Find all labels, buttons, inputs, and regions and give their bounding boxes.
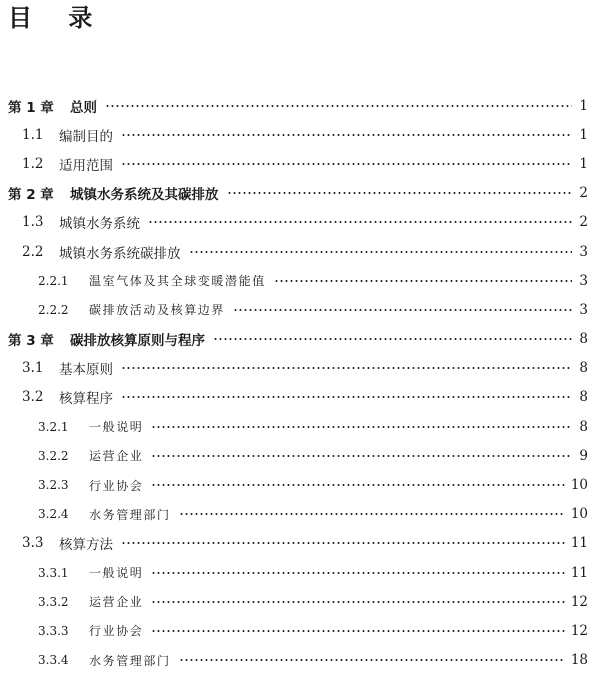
toc-entry[interactable] (0, 383, 600, 412)
toc-entry-title: 城镇水务系统及其碳排放 (70, 187, 219, 204)
toc-entry-number: 第 1 章 (8, 99, 54, 116)
toc-entry[interactable] (0, 149, 600, 178)
toc-entry-title: 编制目的 (59, 128, 113, 145)
toc-entry[interactable] (0, 295, 600, 324)
toc-entry[interactable] (0, 91, 600, 120)
toc-entry-title: 碳排放活动及核算边界 (89, 303, 226, 318)
dot-leader (151, 601, 564, 603)
dot-leader (179, 513, 565, 515)
toc-entry-number: 2.2.1 (38, 273, 69, 288)
toc-entry-number: 3.3.1 (38, 565, 69, 580)
toc-entry-page-number: 1 (579, 97, 588, 114)
toc-entry-page-number: 3 (579, 243, 588, 260)
toc-entry-title: 一般说明 (89, 420, 144, 435)
toc-entry[interactable] (0, 470, 600, 499)
toc-entry[interactable] (0, 412, 600, 441)
dot-leader (121, 542, 565, 544)
toc-entry[interactable] (0, 266, 600, 295)
toc-entry-title: 核算方法 (59, 537, 113, 554)
dot-leader (233, 309, 572, 311)
dot-leader (151, 426, 572, 428)
toc-entry-page-number: 1 (579, 155, 588, 172)
toc-entry-title: 温室气体及其全球变暖潜能值 (89, 274, 266, 289)
toc-entry[interactable] (0, 441, 600, 470)
toc-entry-page-number: 2 (579, 185, 588, 202)
toc-entry-number: 3.2.3 (38, 478, 69, 493)
toc-entry-number: 3.3.3 (38, 623, 69, 638)
toc-entry[interactable] (0, 325, 600, 354)
toc-entry-number: 第 3 章 (8, 333, 54, 350)
toc-entry-number: 第 2 章 (8, 187, 54, 204)
dot-leader (121, 163, 572, 165)
toc-entry-page-number: 8 (579, 418, 588, 435)
toc-entry[interactable] (0, 587, 600, 616)
toc-entry-number: 1.1 (22, 126, 44, 143)
toc-entry-page-number: 8 (579, 360, 588, 377)
toc-entry-title: 运营企业 (89, 595, 144, 610)
toc-entry-title: 行业协会 (89, 624, 144, 639)
dot-leader (121, 396, 572, 398)
dot-leader (121, 367, 572, 369)
dot-leader (274, 280, 572, 282)
toc-entry-title: 水务管理部门 (89, 507, 171, 522)
toc-entry-page-number: 11 (570, 564, 588, 581)
toc-entry-title: 城镇水务系统 (59, 216, 140, 233)
dot-leader (151, 455, 572, 457)
toc-entry-number: 3.2.2 (38, 448, 69, 463)
toc-entry-number: 3.2 (22, 389, 44, 406)
toc-entry-page-number: 12 (570, 622, 588, 639)
toc-entry-number: 1.2 (22, 155, 44, 172)
toc-entry-number: 3.2.4 (38, 507, 69, 522)
toc-entry-title: 核算程序 (59, 391, 113, 408)
toc-entry-title: 行业协会 (89, 478, 144, 493)
toc-entry-page-number: 2 (579, 214, 588, 231)
toc-entry-title: 适用范围 (59, 157, 113, 174)
toc-entry-page-number: 8 (579, 331, 588, 348)
toc-entry-number: 2.2 (22, 243, 44, 260)
toc-entry-page-number: 9 (579, 447, 588, 464)
toc-entry[interactable] (0, 237, 600, 266)
toc-entry[interactable] (0, 616, 600, 645)
toc-entry-page-number: 10 (570, 477, 588, 494)
toc-entry[interactable] (0, 558, 600, 587)
dot-leader (213, 338, 572, 340)
toc-entry-title: 水务管理部门 (89, 653, 171, 668)
toc-entry[interactable] (0, 120, 600, 149)
toc-entry-number: 3.1 (22, 360, 44, 377)
page-title: 目 录 (8, 4, 107, 32)
toc-entry-title: 运营企业 (89, 449, 144, 464)
toc-entry-page-number: 3 (579, 272, 588, 289)
toc-entry-title: 总则 (70, 99, 97, 116)
toc-entry-page-number: 3 (579, 301, 588, 318)
toc-entry[interactable] (0, 646, 600, 675)
toc-entry[interactable] (0, 529, 600, 558)
toc-entry-number: 2.2.2 (38, 302, 69, 317)
table-of-contents (0, 91, 600, 675)
dot-leader (179, 659, 565, 661)
toc-entry-title: 基本原则 (59, 362, 113, 379)
toc-entry-title: 一般说明 (89, 566, 144, 581)
toc-entry-page-number: 12 (570, 593, 588, 610)
toc-entry-title: 城镇水务系统碳排放 (59, 245, 181, 262)
dot-leader (151, 484, 564, 486)
toc-entry-page-number: 18 (570, 652, 588, 669)
dot-leader (121, 134, 572, 136)
dot-leader (148, 221, 572, 223)
toc-entry-page-number: 1 (579, 126, 588, 143)
toc-entry[interactable] (0, 208, 600, 237)
toc-entry-number: 3.3 (22, 535, 44, 552)
dot-leader (227, 192, 573, 194)
toc-entry-number: 3.3.2 (38, 594, 69, 609)
toc-entry[interactable] (0, 354, 600, 383)
toc-entry-page-number: 8 (579, 389, 588, 406)
dot-leader (105, 105, 572, 107)
toc-entry[interactable] (0, 179, 600, 208)
dot-leader (151, 572, 564, 574)
toc-entry-page-number: 11 (570, 535, 588, 552)
dot-leader (151, 630, 564, 632)
toc-entry[interactable] (0, 500, 600, 529)
toc-entry-title: 碳排放核算原则与程序 (70, 333, 205, 350)
toc-entry-number: 3.3.4 (38, 653, 69, 668)
dot-leader (189, 251, 573, 253)
toc-entry-number: 3.2.1 (38, 419, 69, 434)
toc-entry-page-number: 10 (570, 506, 588, 523)
toc-entry-number: 1.3 (22, 214, 44, 231)
